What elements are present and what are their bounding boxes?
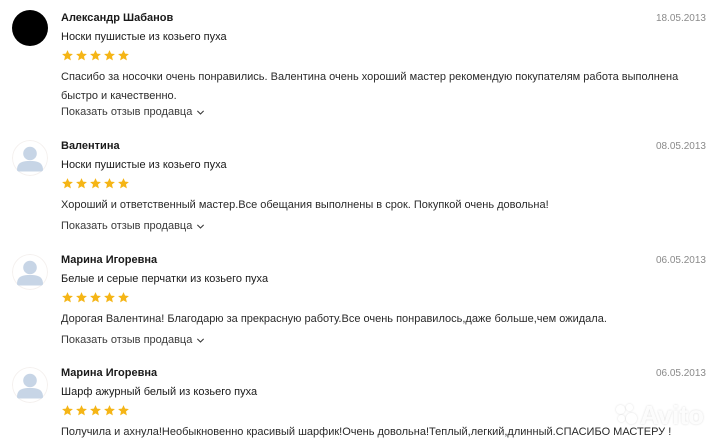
chevron-down-icon xyxy=(196,336,205,345)
review-item xyxy=(0,355,720,442)
star-icon xyxy=(103,49,116,62)
avatar[interactable] xyxy=(12,367,48,403)
avatar[interactable] xyxy=(12,140,48,176)
show-seller-reply-button[interactable] xyxy=(61,334,205,346)
star-icon xyxy=(103,177,116,190)
star-icon xyxy=(103,291,116,304)
review-item xyxy=(0,128,720,242)
star-icon xyxy=(89,291,102,304)
star-icon xyxy=(75,49,88,62)
show-seller-reply-button[interactable] xyxy=(61,220,205,232)
review-date: 08.05.2013 xyxy=(655,141,706,152)
star-rating xyxy=(61,177,130,190)
review-author[interactable]: Марина Игоревна xyxy=(61,254,158,266)
review-product[interactable]: Носки пушистые из козьего пуха xyxy=(61,159,227,171)
chevron-down-icon xyxy=(196,108,205,117)
review-author[interactable]: Александр Шабанов xyxy=(61,12,174,24)
review-product[interactable]: Белые и серые перчатки из козьего пуха xyxy=(61,273,269,285)
review-product[interactable]: Шарф ажурный белый из козьего пуха xyxy=(61,386,258,398)
star-icon xyxy=(75,177,88,190)
star-icon xyxy=(117,291,130,304)
review-item xyxy=(0,0,720,128)
review-product[interactable]: Носки пушистые из козьего пуха xyxy=(61,31,227,43)
review-item xyxy=(0,242,720,355)
show-seller-reply-label: Показать отзыв продавца xyxy=(61,334,193,346)
review-date: 06.05.2013 xyxy=(655,368,706,379)
user-placeholder-icon xyxy=(12,367,48,403)
user-placeholder-icon xyxy=(12,140,48,176)
star-icon xyxy=(75,404,88,417)
review-text: Дорогая Валентина! Благодарю за прекрасную работу.Все очень понравилось,даже больше,чем ожидала. xyxy=(61,313,607,325)
avatar[interactable] xyxy=(12,10,48,46)
star-icon xyxy=(117,404,130,417)
review-date: 18.05.2013 xyxy=(655,13,706,24)
avito-watermark xyxy=(614,400,704,431)
star-icon xyxy=(61,404,74,417)
show-seller-reply-label: Показать отзыв продавца xyxy=(61,106,193,118)
star-icon xyxy=(103,404,116,417)
star-icon xyxy=(89,49,102,62)
star-rating xyxy=(61,404,130,417)
review-author[interactable]: Валентина xyxy=(61,140,120,152)
star-icon xyxy=(89,404,102,417)
avito-logo-icon xyxy=(614,403,638,429)
star-icon xyxy=(89,177,102,190)
star-icon xyxy=(61,291,74,304)
user-placeholder-icon xyxy=(12,254,48,290)
review-text: Хороший и ответственный мастер.Все обещания выполнены в срок. Покупкой очень довольна! xyxy=(61,199,549,211)
review-text: Спасибо за носочки очень понравились. Валентина очень хороший мастер рекомендую покупателям работа выполнена быстро и качественно. xyxy=(61,71,679,102)
star-icon xyxy=(117,177,130,190)
star-rating xyxy=(61,49,130,62)
chevron-down-icon xyxy=(196,222,205,231)
avatar[interactable] xyxy=(12,254,48,290)
star-icon xyxy=(75,291,88,304)
star-icon xyxy=(61,49,74,62)
review-text: Получила и ахнула!Необыкновенно красивый шарфик!Очень довольна!Теплый,легкий,длинный.СПАСИБО МАСТЕРУ ! xyxy=(61,426,672,438)
star-icon xyxy=(61,177,74,190)
review-author[interactable]: Марина Игоревна xyxy=(61,367,158,379)
star-icon xyxy=(117,49,130,62)
watermark-text: Avito xyxy=(640,400,705,430)
show-seller-reply-label: Показать отзыв продавца xyxy=(61,220,193,232)
show-seller-reply-button[interactable] xyxy=(61,106,205,118)
review-date: 06.05.2013 xyxy=(655,255,706,266)
star-rating xyxy=(61,291,130,304)
